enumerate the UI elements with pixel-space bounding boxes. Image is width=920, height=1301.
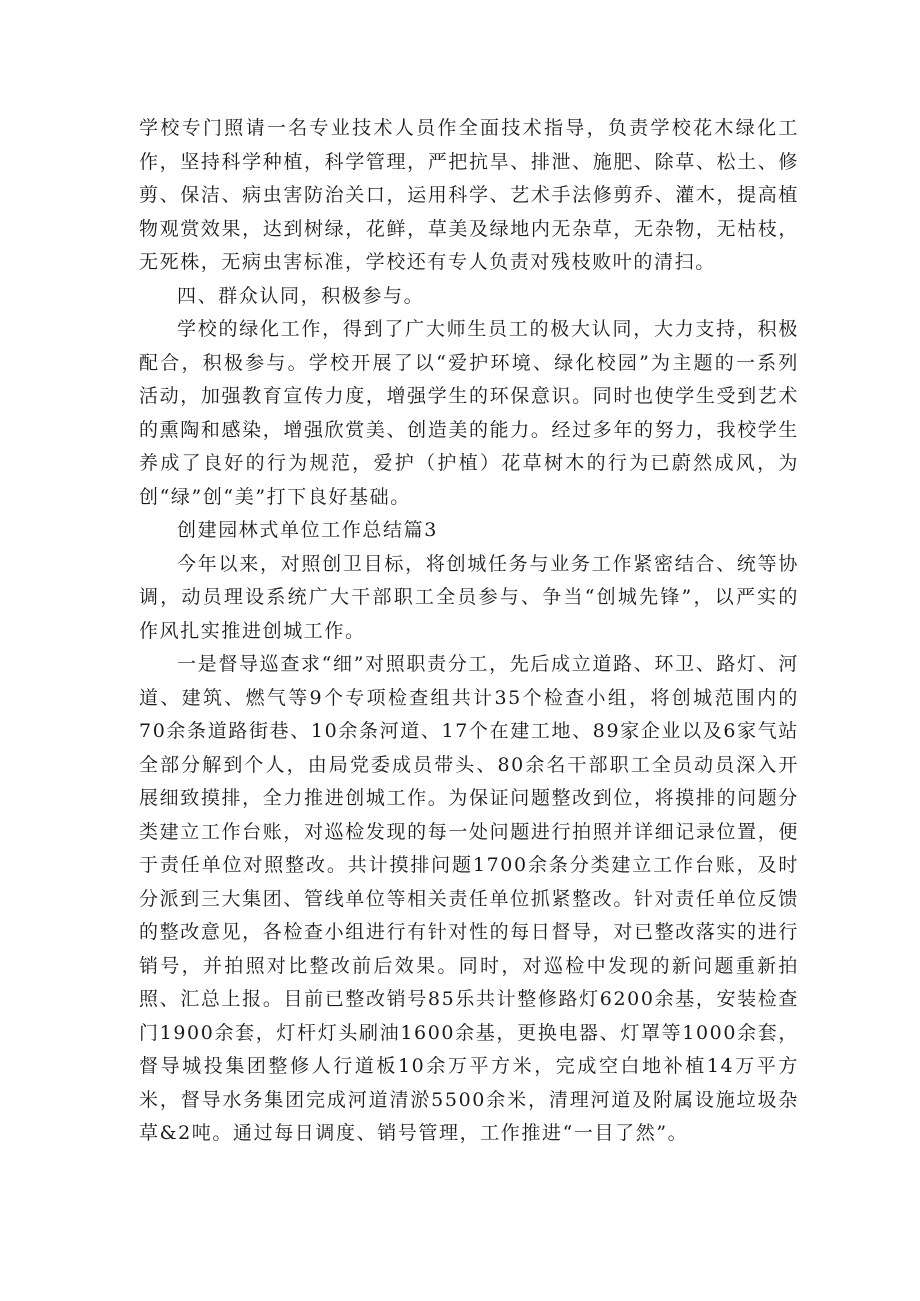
paragraph-greening-management: 学校专门照请一名专业技术人员作全面技术指导，负责学校花木绿化工作，坚持科学种植，科学管理，严把抗旱、排泄、施肥、除草、松土、修剪、保洁、病虫害防治关口，运用科学、艺术手法修剪乔、灌木，提高植物观赏效果，达到树绿，花鲜，草美及绿地内无杂草，无杂物，无枯枝，无死株，无病虫害标准，学校还有专人负责对残枝败叶的清扫。 bbox=[139, 117, 799, 273]
paragraph-inspection-details: 一是督导巡查求“细”对照职责分工，先后成立道路、环卫、路灯、河道、建筑、燃气等9个专项检查组共计35个检查小组，将创城范围内的70余条道路街巷、10余条河道、17个在建工地、89家企业以及6家气站全部分解到个人，由局党委成员带头、80余名干部职工全员动员深入开展细致摸排，全力推进创城工作。为保证问题整改到位，将摸排的问题分类建立工作台账，对巡检发现的每一处问题进行拍照并详细记录位置，便于责任单位对照整改。共计摸排问题1700余条分类建立工作台账，及时分派到三大集团、管线单位等相关责任单位抓紧整改。针对责任单位反馈的整改意见，各检查小组进行有针对性的每日督导，对已整改落实的进行销号，并拍照对比整改前后效果。同时，对巡检中发现的新问题重新拍照、汇总上报。目前已整改销号85乐共计整修路灯6200余基，安装检查门1900余套，灯杆灯头刷油1600余基，更换电器、灯罩等1000余套，督导城投集团整修人行道板10余万平方米，完成空白地补植14万平方米，督导水务集团完成河道清淤5500余米，清理河道及附属设施垃圾杂草&2吨。通过每日调度、销号管理，工作推进“一目了然”。 bbox=[139, 653, 799, 1144]
document-body bbox=[139, 112, 799, 1151]
paragraph-public-support: 学校的绿化工作，得到了广大师生员工的极大认同，大力支持，积极配合，积极参与。学校开展了以“爱护环境、绿化校园”为主题的一系列活动，加强教育宣传力度，增强学生的环保意识。同时也使学生受到艺术的熏陶和感染，增强欣赏美、创造美的能力。经过多年的努力，我校学生养成了良好的行为规范，爱护（护植）花草树木的行为已蔚然成风，为创“绿”创“美”打下良好基础。 bbox=[139, 318, 799, 508]
section-heading-public-participation: 四、群众认同，积极参与。 bbox=[177, 284, 425, 307]
article-title-summary-3: 创建园林式单位工作总结篇3 bbox=[177, 519, 438, 541]
paragraph-intro: 今年以来，对照创卫目标，将创城任务与业务工作紧密结合、统等协调，动员理设系统广大干部职工全员参与、争当“创城先锋”，以严实的作风扎实推进创城工作。 bbox=[139, 552, 799, 642]
